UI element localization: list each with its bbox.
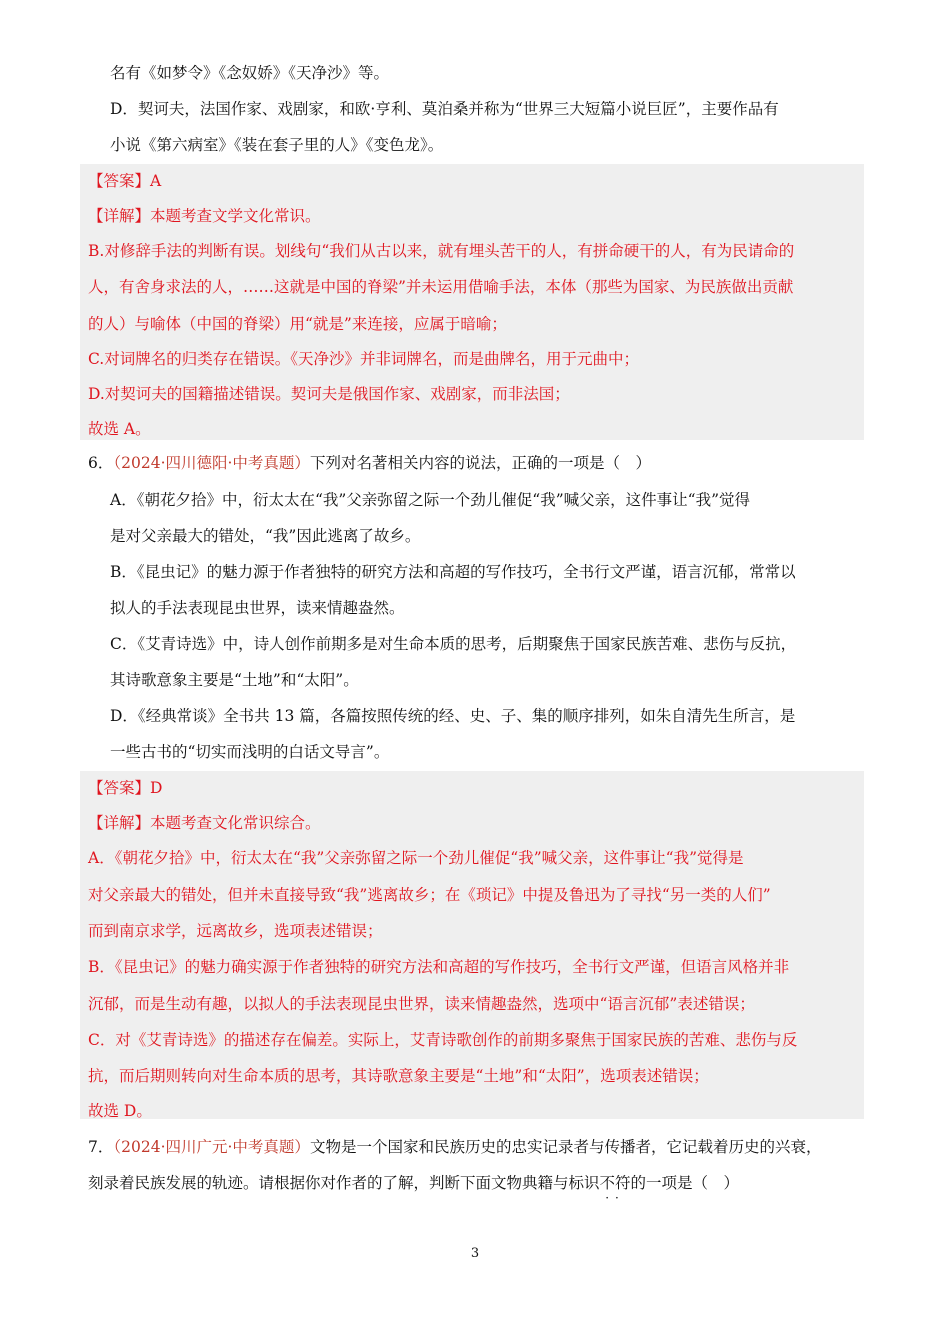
question-6-stem <box>88 452 651 474</box>
explanation-line: B．《昆虫记》的魅力确实源于作者独特的研究方法和高超的写作技巧，全书行文严谨，但语言风格并非 <box>88 958 790 976</box>
page-number: 3 <box>470 1246 480 1261</box>
explanation-line: B.对修辞手法的判断有误。划线句“我们从古以来，就有埋头苦干的人，有拼命硬干的人，有为民请命的 <box>88 242 795 260</box>
emphasized-word: 不符 <box>599 1174 631 1192</box>
explanation-line: 抗，而后期则转向对生命本质的思考，其诗歌意象主要是“土地”和“太阳”，选项表述错误； <box>88 1067 709 1085</box>
question-text: 下列对名著相关内容的说法，正确的一项是（ ） <box>309 454 651 472</box>
option-d-line2: 一些古书的“切实而浅明的白话文导言”。 <box>110 743 390 761</box>
explanation-line: 人，有舍身求法的人，……这就是中国的脊梁”并未运用借喻手法，本体（那些为国家、为民族做出贡献 <box>88 278 794 296</box>
option-a-line2: 是对父亲最大的错处，“我”因此逃离了故乡。 <box>110 527 421 545</box>
option-a-line1: A．《朝花夕拾》中，衍太太在“我”父亲弥留之际一个劲儿催促“我”喊父亲，这件事让“我”觉得 <box>110 491 750 509</box>
option-b-line1: B．《昆虫记》的魅力源于作者独特的研究方法和高超的写作技巧，全书行文严谨，语言沉郁，常常以 <box>110 563 796 581</box>
explanation-line: 的人）与喻体（中国的脊梁）用“就是”来连接，应属于暗喻； <box>88 315 507 333</box>
explanation-line: 故选 A。 <box>88 420 151 438</box>
question-number: 7． <box>88 1138 114 1156</box>
detail-label: 【详解】本题考查文化常识综合。 <box>88 814 321 832</box>
option-d-line1: D．契诃夫，法国作家、戏剧家，和欧·亨利、莫泊桑并称为“世界三大短篇小说巨匠”，主要作品有 <box>110 100 779 118</box>
option-b-line2: 拟人的手法表现昆虫世界，读来情趣盎然。 <box>110 599 405 617</box>
explanation-line: C．对《艾青诗选》的描述存在偏差。实际上，艾青诗歌创作的前期多聚焦于国家民族的苦难、悲伤与反 <box>88 1031 798 1049</box>
question-7-stem-line1 <box>88 1136 821 1158</box>
option-d-line2: 小说《第六病室》《装在套子里的人》《变色龙》。 <box>110 136 444 154</box>
question-text: 文物是一个国家和民族历史的忠实记录者与传播者，它记载着历史的兴衰， <box>309 1138 822 1156</box>
question-text: 刻录着民族发展的轨迹。请根据你对作者的了解，判断下面文物典籍与标识 <box>88 1174 600 1192</box>
emphasis-marked-text <box>599 1172 631 1205</box>
explanation-line: 故选 D。 <box>88 1102 152 1120</box>
emphasis-dots: ·· <box>605 1191 625 1205</box>
question-7-stem-line2 <box>88 1172 740 1205</box>
question-text: 的一项是（ ） <box>630 1174 740 1192</box>
explanation-line: 沉郁，而是生动有趣，以拟人的手法表现昆虫世界，读来情趣盎然，选项中“语言沉郁”表述错误； <box>88 995 755 1013</box>
answer-label: 【答案】D <box>88 779 163 797</box>
option-c-line1: C．《艾青诗选》中，诗人创作前期多是对生命本质的思考，后期聚焦于国家民族苦难、悲伤与反抗， <box>110 635 797 653</box>
explanation-line: A．《朝花夕拾》中，衍太太在“我”父亲弥留之际一个劲儿催促“我”喊父亲，这件事让“我”觉得是 <box>88 849 744 867</box>
option-c-continuation: 名有《如梦令》《念奴娇》《天净沙》等。 <box>110 64 390 82</box>
question-source: （2024·四川广元·中考真题） <box>113 1138 310 1156</box>
option-d-line1: D．《经典常谈》全书共 13 篇，各篇按照传统的经、史、子、集的顺序排列，如朱自清先生所言，是 <box>110 707 796 725</box>
option-c-line2: 其诗歌意象主要是“土地”和“太阳”。 <box>110 671 359 689</box>
explanation-line: 而到南京求学，远离故乡，选项表述错误； <box>88 922 383 940</box>
question-source: （2024·四川德阳·中考真题） <box>113 454 310 472</box>
detail-label: 【详解】本题考查文学文化常识。 <box>88 207 321 225</box>
question-number: 6． <box>88 454 114 472</box>
answer-label: 【答案】A <box>88 172 162 190</box>
explanation-line: D.对契诃夫的国籍描述错误。契诃夫是俄国作家、戏剧家，而非法国； <box>88 385 570 403</box>
explanation-line: C.对词牌名的归类存在错误。《天净沙》并非词牌名，而是曲牌名，用于元曲中； <box>88 350 639 368</box>
explanation-line: 对父亲最大的错处，但并未直接导致“我”逃离故乡；在《琐记》中提及鲁迅为了寻找“另一类的人们” <box>88 886 771 904</box>
